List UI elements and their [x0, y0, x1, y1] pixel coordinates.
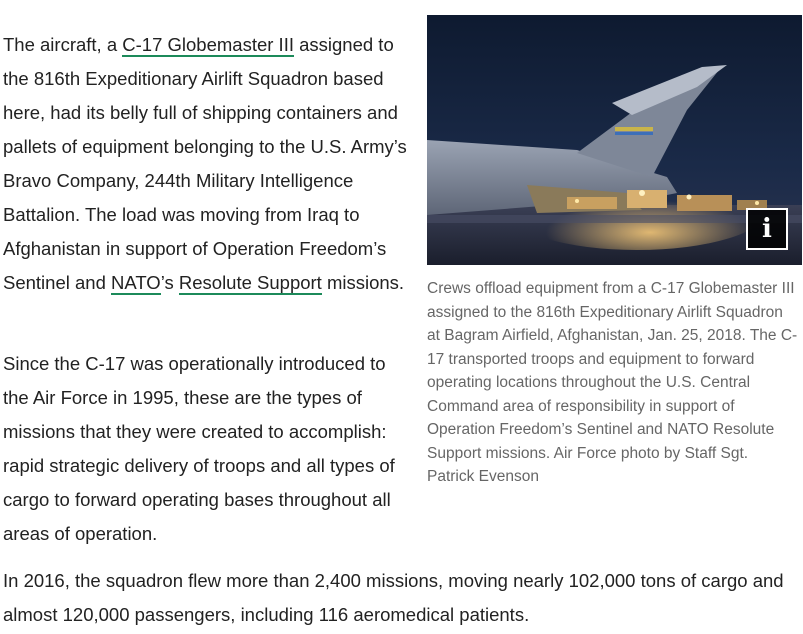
paragraph-1-text-a: The aircraft, a	[3, 34, 123, 55]
info-icon[interactable]: i	[746, 208, 788, 250]
photo-caption: Crews offload equipment from a C-17 Globemaster III assigned to the 816th Expeditionary Airlift Squadron at Bagram Airfield, Afghanistan, Jan. 25, 2018. The C-17 transported troops and equipment to forward operating locations throughout the U.S. Central Command area of responsibility in support of Operation Freedom’s Sentinel and NATO Resolute Support missions. Air Force photo by Staff Sgt. Patrick Evenson	[427, 280, 798, 485]
link-c17-globemaster[interactable]: C-17 Globemaster III	[122, 34, 294, 55]
paragraph-2: Since the C-17 was operationally introduced to the Air Force in 1995, these are the types of missions that they were created to accomplish: rapid strategic delivery of troops and all types of cargo to forward operating bases throughout all areas of operation.	[3, 353, 395, 544]
link-resolute-support[interactable]: Resolute Support	[178, 272, 322, 293]
paragraph-1-text-d: missions.	[321, 272, 405, 293]
paragraph-1-text-b: assigned to the 816th Expeditionary Airlift Squadron based here, had its belly full of shipping containers and pallets of equipment belonging to the U.S. Army’s Bravo Company, 244th Military Intelligence Battalion. The load was moving from Iraq to Afghanistan in support of Operation Freedom’s Sentinel and	[3, 34, 407, 293]
photo-figure	[427, 15, 803, 489]
paragraph-3: In 2016, the squadron flew more than 2,400 missions, moving nearly 102,000 tons of cargo and almost 120,000 passengers, including 116 aeromedical patients.	[3, 570, 784, 625]
paragraph-1-text-c: ’s	[160, 272, 179, 293]
aircraft-photo	[427, 15, 802, 265]
paragraph-1	[3, 28, 408, 300]
link-nato[interactable]: NATO	[111, 272, 161, 293]
